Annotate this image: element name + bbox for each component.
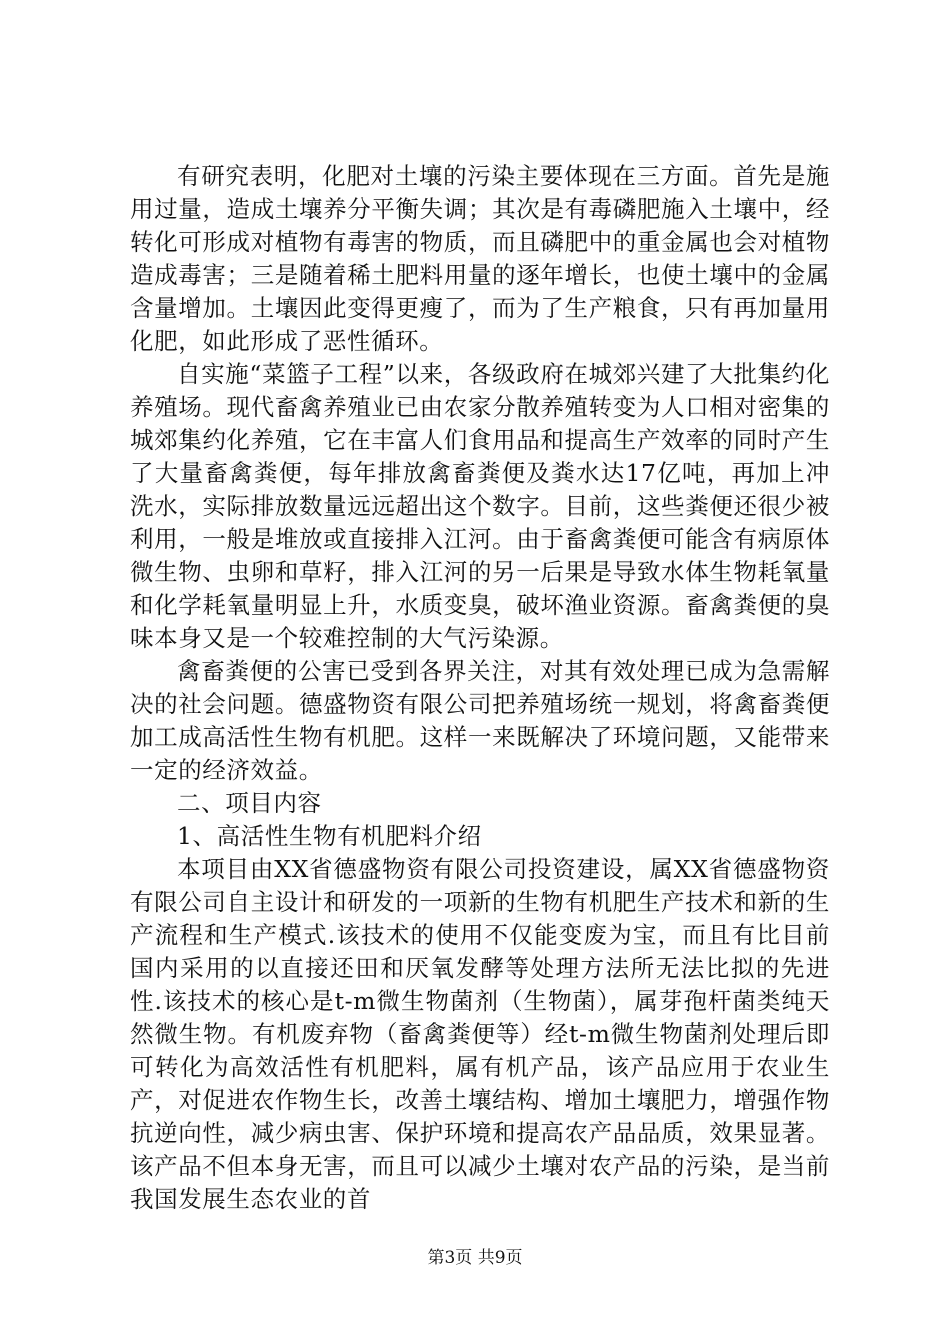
subsection-heading: 1、高活性生物有机肥料介绍 xyxy=(177,822,482,850)
document-body xyxy=(130,160,830,1216)
paragraph-project-intro: 本项目由XX省德盛物资有限公司投资建设，属XX省德盛物资有限公司自主设计和研发的一项新的生物有机肥生产技术和新的生产流程和生产模式.该技术的使用不仅能变废为宝，而且有比目前国内采用的以直接还田和厌氧发酵等处理方法所无法比拟的先进性.该技术的核心是t-m微生物菌剂（生物菌），属芽孢杆菌类纯天然微生物。有机废弃物（畜禽粪便等）经t-m微生物菌剂处理后即可转化为高效活性有机肥料，属有机产品，该产品应用于农业生产，对促进农作物生长，改善土壤结构、增加土壤肥力，增强作物抗逆向性，减少病虫害、保护环境和提高农产品品质，效果显著。该产品不但本身无害，而且可以减少土壤对农产品的污染，是当前我国发展生态农业的首 xyxy=(130,855,830,1213)
paragraph-fertilizer-pollution: 有研究表明，化肥对土壤的污染主要体现在三方面。首先是施用过量，造成土壤养分平衡失调；其次是有毒磷肥施入土壤中，经转化可形成对植物有毒害的物质，而且磷肥中的重金属也会对植物造成毒害；三是随着稀土肥料用量的逐年增长，也使土壤中的金属含量增加。土壤因此变得更瘦了，而为了生产粮食，只有再加量用化肥，如此形成了恶性循环。 xyxy=(130,162,830,355)
paragraph-livestock-farming: 自实施“菜篮子工程”以来，各级政府在城郊兴建了大批集约化养殖场。现代畜禽养殖业已由农家分散养殖转变为人口相对密集的城郊集约化养殖，它在丰富人们食用品和提高生产效率的同时产生了大量畜禽粪便，每年排放禽畜粪便及粪水达17亿吨，再加上冲洗水，实际排放数量远远超出这个数字。目前，这些粪便还很少被利用，一般是堆放或直接排入江河。由于畜禽粪便可能含有病原体微生物、虫卵和草籽，排入江河的另一后果是导致水体生物耗氧量和化学耗氧量明显上升，水质变臭，破坏渔业资源。畜禽粪便的臭味本身又是一个较难控制的大气污染源。 xyxy=(130,360,830,652)
section-heading: 二、项目内容 xyxy=(177,789,322,817)
page-number-footer: 第3页 共9页 xyxy=(427,1248,523,1268)
paragraph-manure-treatment: 禽畜粪便的公害已受到各界关注，对其有效处理已成为急需解决的社会问题。德盛物资有限公司把养殖场统一规划，将禽畜粪便加工成高活性生物有机肥。这样一来既解决了环境问题，又能带来一定的经济效益。 xyxy=(130,657,830,784)
